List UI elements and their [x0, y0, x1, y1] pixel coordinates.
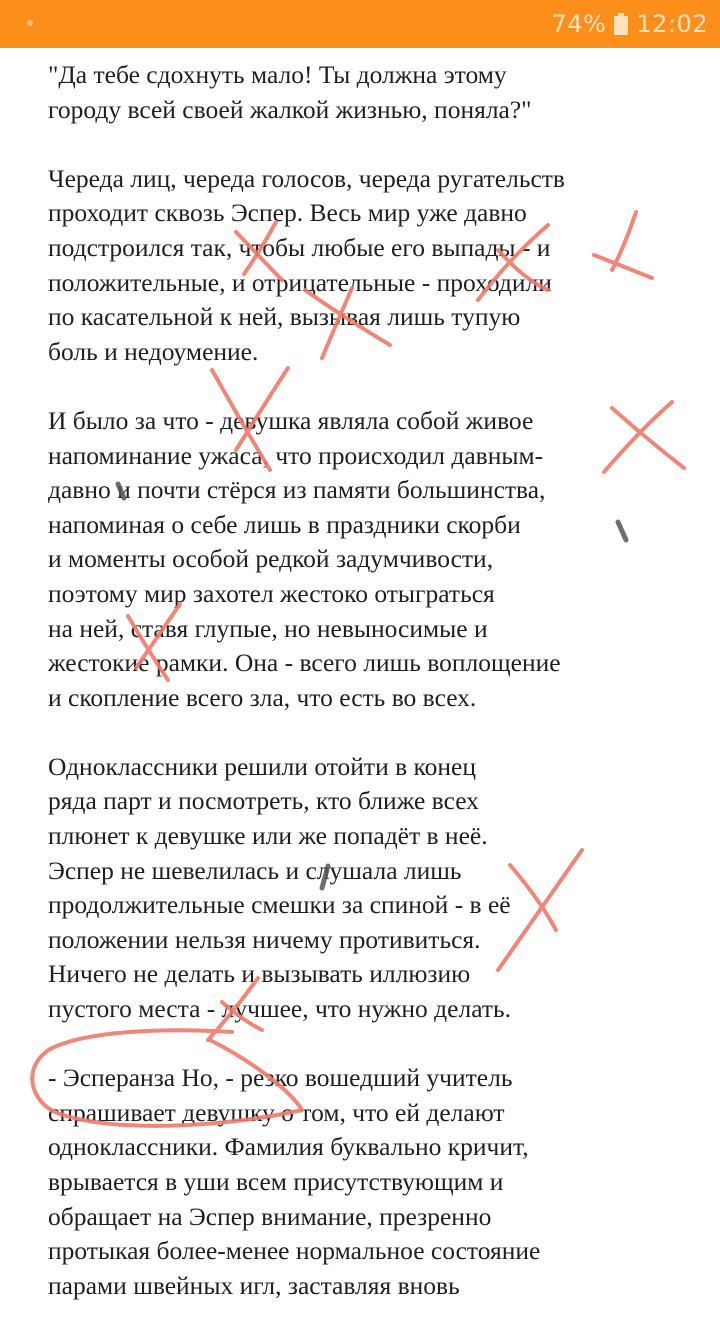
- paragraph: [48, 750, 688, 1027]
- text-line: поэтому мир захотел жестоко отыграться: [48, 578, 495, 608]
- text-line: городу всей своей жалкой жизнью, поняла?": [48, 94, 532, 124]
- text-line: Череда лиц, череда голосов, череда ругательств: [48, 163, 565, 193]
- text-line: спрашивает девушку о том, что ей делают: [48, 1097, 505, 1127]
- text-line: положительные, и отрицательные - проходили: [48, 267, 552, 297]
- text-line: по касательной к ней, вызывая лишь тупую: [48, 302, 521, 332]
- text-line: Одноклассники решили отойти в конец: [48, 751, 476, 781]
- text-line: обращает на Эспер внимание, презренно: [48, 1201, 492, 1231]
- battery-percentage: 74%: [551, 10, 607, 38]
- text-line: напоминание ужаса, что происходил давным-: [48, 440, 544, 470]
- text-line: напоминая о себе лишь в праздники скорби: [48, 509, 521, 539]
- paragraph: [48, 404, 688, 715]
- text-line: "Да тебе сдохнуть мало! Ты должна этому: [48, 60, 507, 89]
- text-line: и моменты особой редкой задумчивости,: [48, 544, 494, 574]
- text-line: ряда парт и посмотреть, кто ближе всех: [48, 786, 479, 816]
- text-line: жестокие рамки. Она - всего лишь воплощение: [48, 648, 561, 678]
- clock: 12:02: [636, 10, 708, 38]
- reader-text[interactable]: [48, 58, 688, 1338]
- text-line: плюнет к девушке или же попадёт в неё.: [48, 821, 488, 851]
- text-line: И было за что - девушка являла собой живое: [48, 405, 534, 435]
- text-line: давно и почти стёрся из памяти большинства,: [48, 475, 546, 505]
- paragraph: [48, 162, 688, 370]
- text-line: и скопление всего зла, что есть во всех.: [48, 682, 477, 712]
- text-line: продолжительные смешки за спиной - в её: [48, 890, 511, 920]
- text-line: на ней, ставя глупые, но невыносимые и: [48, 613, 488, 643]
- status-bar: [0, 0, 720, 48]
- text-line: пустого места - лучшее, что нужно делать.: [48, 994, 511, 1024]
- text-line: боль и недоумение.: [48, 336, 259, 366]
- text-line: парами швейных игл, заставляя вновь: [48, 1270, 460, 1300]
- text-line: - Эсперанза Но, - резко вошедший учитель: [48, 1063, 513, 1093]
- text-line: врывается в уши всем присутствующим и: [48, 1167, 504, 1196]
- status-indicators: [551, 8, 708, 40]
- text-line: проходит сквозь Эспер. Весь мир уже давно: [48, 198, 527, 228]
- battery-icon: [614, 13, 628, 35]
- text-line: положении нельзя ничему противиться.: [48, 924, 481, 954]
- notification-dot: [27, 20, 33, 26]
- text-line: Ничего не делать и вызывать иллюзию: [48, 959, 471, 989]
- text-line: одноклассники. Фамилия буквально кричит,: [48, 1132, 529, 1162]
- text-line: протыкая более-менее нормальное состояние: [48, 1236, 541, 1266]
- text-line: подстроился так, чтобы любые его выпады - и: [48, 232, 551, 262]
- paragraph: [48, 58, 688, 127]
- paragraph: [48, 1061, 688, 1303]
- text-line: Эспер не шевелилась и слушала лишь: [48, 855, 462, 885]
